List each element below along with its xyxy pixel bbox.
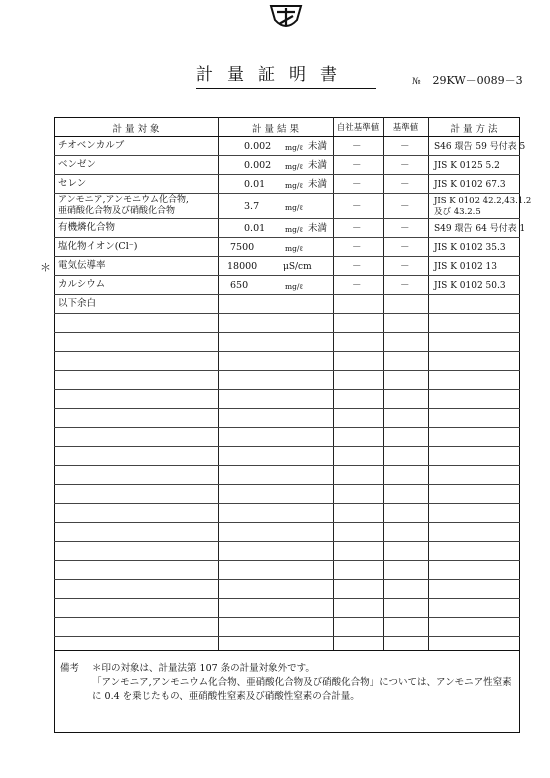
row-item: チオベンカルブ — [58, 140, 125, 151]
row-own-standard: － — [352, 201, 362, 212]
number-value: 29KW－0089－3 — [432, 74, 523, 87]
row-value: 3.7 — [244, 201, 260, 212]
row-divider — [54, 560, 520, 561]
row-divider — [54, 332, 520, 333]
row-item: ベンゼン — [58, 159, 97, 170]
row-method-line2: 及び 43.2.5 — [434, 207, 481, 217]
row-divider — [54, 427, 520, 428]
row-own-standard: － — [352, 160, 362, 171]
row-unit: mg/ℓ — [285, 181, 304, 190]
row-divider — [54, 389, 520, 390]
row-standard: － — [400, 280, 410, 291]
row-own-standard: － — [352, 242, 362, 253]
row-own-standard: － — [352, 223, 362, 234]
row-divider — [54, 598, 520, 599]
header-own-standard: 自社基準値 — [336, 123, 380, 133]
col-divider — [333, 117, 334, 650]
blank-below-note: 以下余白 — [58, 298, 97, 309]
row-item: カルシウム — [58, 279, 106, 290]
header-result: 計 量 結 果 — [251, 124, 300, 135]
row-divider — [54, 522, 520, 523]
row-standard: － — [400, 141, 410, 152]
row-divider — [54, 294, 520, 295]
row-divider — [54, 351, 520, 352]
row-divider — [54, 408, 520, 409]
row-divider — [54, 503, 520, 504]
row-divider — [54, 370, 520, 371]
row-divider — [54, 136, 520, 137]
document-title: 計量証明書 — [196, 64, 376, 89]
row-method: JIS K 0102 67.3 — [434, 180, 506, 190]
remarks-line: に 0.4 を乗じたもの、亜硝酸性窒素及び硝酸性窒素の合計量。 — [92, 691, 360, 702]
row-item: 有機燐化合物 — [58, 222, 116, 233]
row-divider — [54, 465, 520, 466]
row-divider — [54, 237, 520, 238]
row-own-standard: － — [352, 261, 362, 272]
header-target: 計 量 対 象 — [112, 124, 160, 135]
row-value: 0.01 — [244, 179, 266, 190]
document-number — [412, 72, 523, 88]
col-divider — [428, 117, 429, 650]
row-standard: － — [400, 179, 410, 190]
row-value: 18000 — [227, 261, 258, 272]
row-method: JIS K 0102 50.3 — [434, 281, 506, 291]
row-standard: － — [400, 160, 410, 171]
row-item-line2: 亜硝酸化合物及び硝酸化合物 — [58, 206, 176, 216]
row-standard: － — [400, 201, 410, 212]
asterisk-marker: ＊ — [40, 261, 51, 274]
row-divider — [54, 650, 520, 651]
remarks-label: 備考 — [60, 663, 80, 674]
seal-logo-icon — [269, 2, 303, 32]
row-unit: μS/cm — [283, 262, 312, 272]
row-item: 電気伝導率 — [58, 260, 106, 271]
row-method: JIS K 0102 35.3 — [434, 243, 506, 253]
row-method: JIS K 0102 42.2,43.1.2 — [434, 196, 532, 206]
row-method: S46 環告 59 号付表 5 — [434, 142, 526, 152]
row-own-standard: － — [352, 179, 362, 190]
row-divider — [54, 275, 520, 276]
row-item: 塩化物イオン(Cl⁻) — [58, 241, 138, 252]
row-own-standard: － — [352, 280, 362, 291]
header-method: 計 量 方 法 — [450, 124, 498, 135]
row-divider — [54, 579, 520, 580]
row-unit: mg/ℓ — [285, 244, 304, 253]
row-divider — [54, 484, 520, 485]
row-divider — [54, 617, 520, 618]
row-value: 7500 — [230, 242, 255, 253]
number-label: № — [412, 77, 421, 87]
remarks-line: ＊印の対象は、計量法第 107 条の計量対象外です。 — [92, 663, 315, 674]
row-qualifier: 未満 — [308, 160, 328, 171]
row-value: 650 — [230, 280, 249, 291]
row-method: S49 環告 64 号付表 1 — [434, 224, 526, 234]
row-unit: mg/ℓ — [285, 162, 304, 171]
col-divider — [218, 117, 219, 650]
row-own-standard: － — [352, 141, 362, 152]
remarks-line: 「アンモニア,アンモニウム化合物、亜硝酸化合物及び硝酸化合物」については、アンモニア性窒素 — [92, 677, 512, 688]
row-value: 0.002 — [244, 160, 272, 171]
row-qualifier: 未満 — [308, 179, 328, 190]
row-divider — [54, 313, 520, 314]
row-standard: － — [400, 261, 410, 272]
row-divider — [54, 541, 520, 542]
row-divider — [54, 218, 520, 219]
row-divider — [54, 174, 520, 175]
row-standard: － — [400, 223, 410, 234]
row-divider — [54, 155, 520, 156]
row-unit: mg/ℓ — [285, 225, 304, 234]
row-qualifier: 未満 — [308, 141, 328, 152]
row-unit: mg/ℓ — [285, 143, 304, 152]
row-qualifier: 未満 — [308, 223, 328, 234]
row-value: 0.01 — [244, 223, 266, 234]
row-divider — [54, 446, 520, 447]
row-item: アンモニア,アンモニウム化合物, — [58, 195, 189, 205]
col-divider — [383, 117, 384, 650]
row-method: JIS K 0125 5.2 — [434, 161, 500, 171]
row-standard: － — [400, 242, 410, 253]
header-standard: 基準値 — [392, 123, 419, 133]
row-value: 0.002 — [244, 141, 272, 152]
row-unit: mg/ℓ — [285, 203, 304, 212]
row-item: セレン — [58, 178, 87, 189]
row-unit: mg/ℓ — [285, 282, 304, 291]
row-method: JIS K 0102 13 — [434, 262, 497, 272]
row-divider — [54, 636, 520, 637]
row-divider — [54, 256, 520, 257]
